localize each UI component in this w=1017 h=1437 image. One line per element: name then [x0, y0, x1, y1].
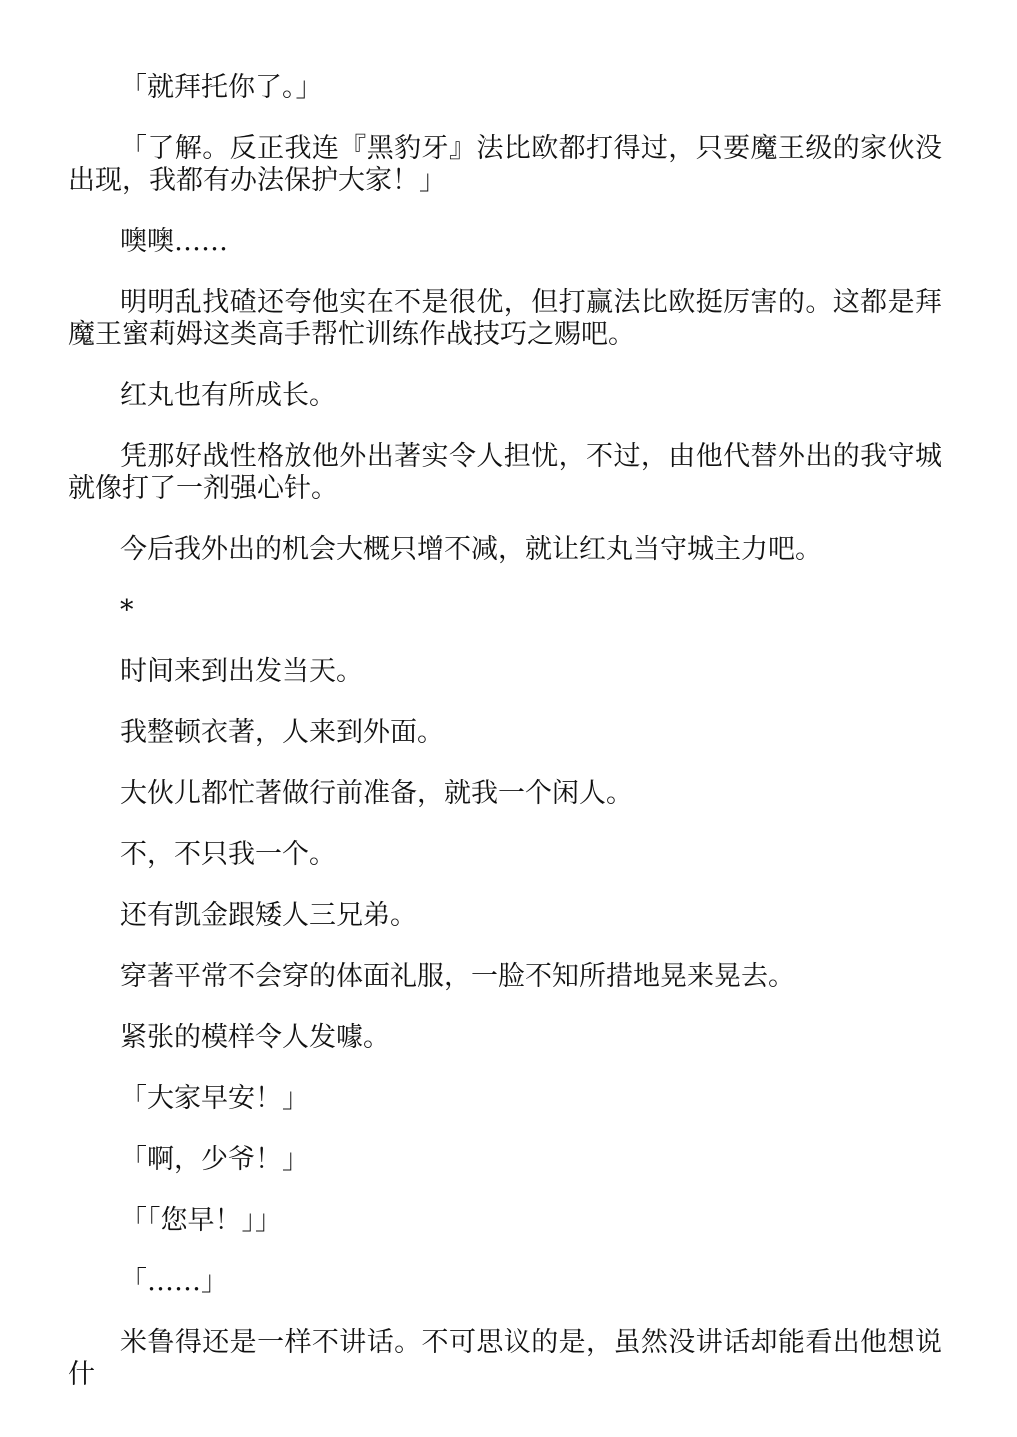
paragraph: 噢噢……	[120, 226, 228, 257]
paragraph: 「啊，少爷！」	[120, 1144, 309, 1175]
paragraph: 红丸也有所成长。	[120, 380, 336, 411]
paragraph: 米鲁得还是一样不讲话。不可思议的是，虽然没讲话却能看出他想说什	[68, 1327, 942, 1390]
paragraph: 今后我外出的机会大概只增不减，就让红丸当守城主力吧。	[120, 534, 822, 565]
paragraph: 「……」	[120, 1266, 228, 1297]
paragraph: 穿著平常不会穿的体面礼服，一脸不知所措地晃来晃去。	[120, 961, 795, 992]
paragraph: 紧张的模样令人发噱。	[120, 1022, 390, 1053]
paragraph: 大伙儿都忙著做行前准备，就我一个闲人。	[120, 778, 633, 809]
paragraph: 不，不只我一个。	[120, 839, 336, 870]
paragraph: 「大家早安！」	[120, 1083, 309, 1114]
scene-break: *	[120, 595, 134, 626]
document-page	[68, 72, 942, 1391]
paragraph: 时间来到出发当天。	[120, 656, 363, 687]
paragraph: 「「您早！」」	[120, 1205, 282, 1236]
paragraph: 「了解。反正我连『黑豹牙』法比欧都打得过，只要魔王级的家伙没出现，我都有办法保护大家！」	[68, 133, 942, 196]
paragraph: 还有凯金跟矮人三兄弟。	[120, 900, 417, 931]
paragraph: 我整顿衣著，人来到外面。	[120, 717, 444, 748]
paragraph: 明明乱找碴还夸他实在不是很优，但打赢法比欧挺厉害的。这都是拜魔王蜜莉姆这类高手帮忙训练作战技巧之赐吧。	[68, 287, 942, 350]
paragraph: 「就拜托你了。」	[120, 72, 323, 103]
paragraph: 凭那好战性格放他外出著实令人担忧，不过，由他代替外出的我守城就像打了一剂强心针。	[68, 441, 942, 504]
